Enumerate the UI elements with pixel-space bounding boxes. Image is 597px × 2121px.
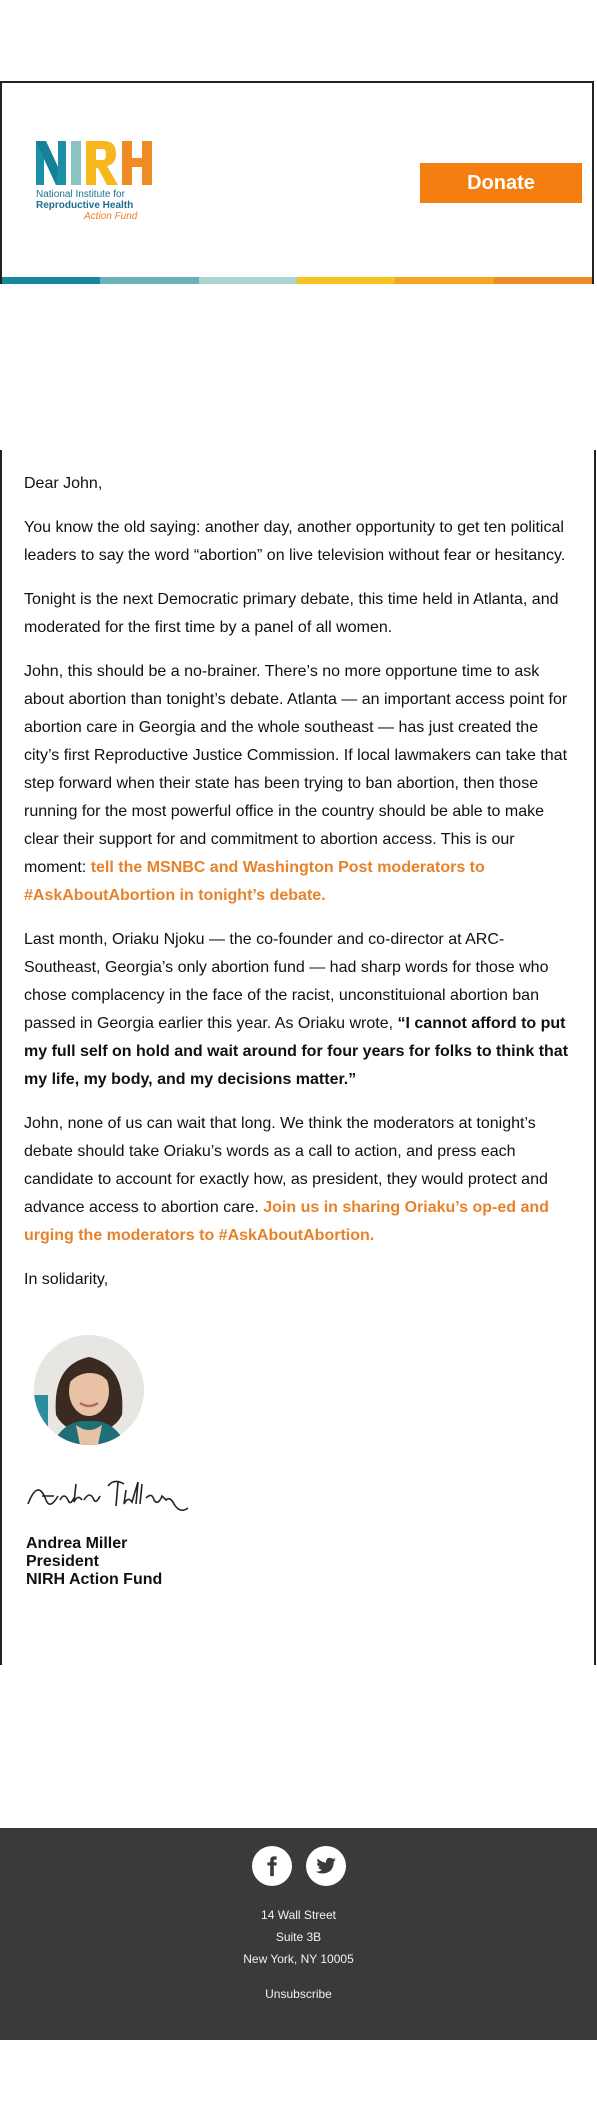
logo-subtitle — [36, 189, 137, 222]
color-stripe — [2, 277, 592, 284]
paragraph-1: You know the old saying: another day, another opportunity to get ten political leaders to say the word “abortion” on live television without fear or hesitancy. — [24, 519, 566, 564]
stripe-segment — [297, 277, 395, 284]
address-line-2: Suite 3B — [275, 1930, 322, 1944]
stripe-segment — [199, 277, 297, 284]
moderators-link[interactable]: tell the MSNBC and Washington Post moderators to #AskAboutAbortion in tonight’s debate. — [24, 859, 485, 904]
signer-portrait — [34, 1335, 144, 1445]
social-links — [0, 1846, 597, 1886]
handwritten-signature — [24, 1470, 204, 1520]
paragraph-5 — [24, 1110, 576, 1250]
email-body — [0, 450, 596, 1665]
address-line-3: New York, NY 10005 — [243, 1952, 354, 1966]
signer-avatar — [34, 1335, 144, 1445]
logo-line2: Reproductive Health — [36, 200, 134, 211]
greeting: Dear John, — [24, 475, 103, 492]
letter-content — [24, 450, 576, 1310]
email-header — [0, 81, 594, 284]
paragraph-3-text: John, this should be a no-brainer. There’s no more opportune time to ask about abortion than tonight’s debate. Atlanta — an important access point for abortion care in Georgia and the whole southeast — has just created the city’s first Reproductive Justice Commission. If local lawmakers can take that step forward when their state has been trying to ban abortion, then those running for the most powerful office in the country should be able to make clear their support for and commitment to abortion access. This is our moment: — [24, 663, 568, 876]
unsubscribe-link[interactable]: Unsubscribe — [265, 1987, 332, 2001]
paragraph-5-text: John, none of us can wait that long. We think the moderators at tonight’s debate should take Oriaku’s words as a call to action, and press each candidate to account for exactly how, as president, they would protect and advance access to abortion care. — [24, 1115, 548, 1216]
twitter-icon[interactable] — [306, 1846, 346, 1886]
address-line-1: 14 Wall Street — [261, 1908, 336, 1922]
signer-name: Andrea Miller — [26, 1535, 128, 1552]
stripe-segment — [395, 277, 493, 284]
paragraph-3 — [24, 658, 576, 910]
stripe-segment — [2, 277, 100, 284]
nirh-logo[interactable] — [34, 139, 154, 222]
email-footer — [0, 1828, 597, 2040]
paragraph-4-text: Last month, Oriaku Njoku — the co-founder and co-director at ARC-Southeast, Georgia’s only abortion fund — had sharp words for those who chose complacency in the face of the racist, unconstituional abortion ban passed in Georgia earlier this year. As Oriaku wrote, — [24, 931, 549, 1032]
facebook-icon[interactable] — [252, 1846, 292, 1886]
stripe-segment — [100, 277, 198, 284]
mailing-address — [0, 1904, 597, 1970]
paragraph-4 — [24, 926, 576, 1094]
logo-line1: National Institute for — [36, 189, 125, 200]
oriaku-quote: “I cannot afford to put my full self on hold and wait around for four years for folks to think that my life, my body, and my decisions matter.” — [24, 1015, 569, 1088]
donate-button[interactable]: Donate — [420, 163, 582, 203]
op-ed-link[interactable]: Join us in sharing Oriaku’s op-ed and urging the moderators to #AskAboutAbortion. — [24, 1199, 549, 1244]
signer-title: President — [26, 1553, 99, 1570]
stripe-segment — [494, 277, 592, 284]
logo-line3: Action Fund — [84, 211, 138, 222]
nirh-logo-mark — [34, 139, 154, 187]
paragraph-2: Tonight is the next Democratic primary debate, this time held in Atlanta, and moderated for the first time by a panel of all women. — [24, 591, 559, 636]
closing: In solidarity, — [24, 1271, 109, 1288]
signature-block — [26, 1535, 162, 1589]
signer-org: NIRH Action Fund — [26, 1571, 163, 1588]
